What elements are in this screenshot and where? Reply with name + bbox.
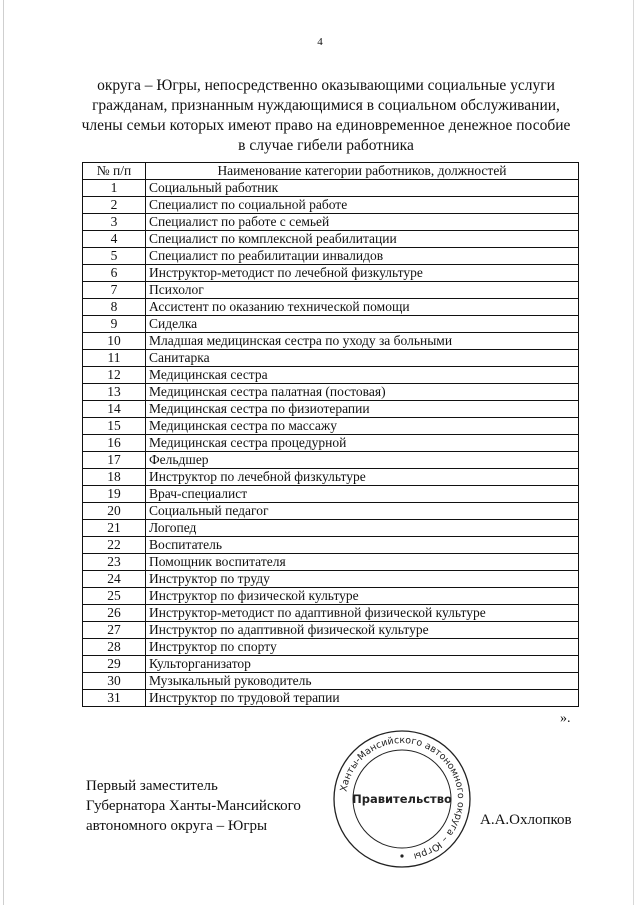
table-body <box>83 180 579 707</box>
table-row <box>83 248 579 265</box>
row-category-name: Специалист по комплексной реабилитации <box>146 231 579 248</box>
row-number: 11 <box>83 350 146 367</box>
row-number: 15 <box>83 418 146 435</box>
row-number: 12 <box>83 367 146 384</box>
heading-line: в случае гибели работника <box>238 137 414 154</box>
row-number: 16 <box>83 435 146 452</box>
row-number: 2 <box>83 197 146 214</box>
row-number: 13 <box>83 384 146 401</box>
row-category-name: Медицинская сестра по массажу <box>146 418 579 435</box>
row-category-name: Инструктор по труду <box>146 571 579 588</box>
table-row <box>83 588 579 605</box>
row-number: 7 <box>83 282 146 299</box>
table-row <box>83 214 579 231</box>
row-category-name: Воспитатель <box>146 537 579 554</box>
row-category-name: Ассистент по оказанию технической помощи <box>146 299 579 316</box>
signatory-title <box>86 776 301 836</box>
row-category-name: Инструктор по трудовой терапии <box>146 690 579 707</box>
row-category-name: Фельдшер <box>146 452 579 469</box>
row-number: 8 <box>83 299 146 316</box>
row-category-name: Медицинская сестра <box>146 367 579 384</box>
row-number: 28 <box>83 639 146 656</box>
table-row <box>83 690 579 707</box>
document-heading <box>70 76 582 156</box>
row-number: 21 <box>83 520 146 537</box>
row-number: 6 <box>83 265 146 282</box>
table-row <box>83 469 579 486</box>
table-row <box>83 537 579 554</box>
row-category-name: Психолог <box>146 282 579 299</box>
row-number: 10 <box>83 333 146 350</box>
signatory-title-line: Губернатора Ханты-Мансийского <box>86 798 301 814</box>
table-row <box>83 282 579 299</box>
table-row <box>83 401 579 418</box>
page-edge-right <box>633 0 634 905</box>
row-number: 4 <box>83 231 146 248</box>
table-row <box>83 520 579 537</box>
column-header-number: № п/п <box>83 163 146 180</box>
table-row <box>83 639 579 656</box>
table-row <box>83 435 579 452</box>
heading-line: округа – Югры, непосредственно оказывающими социальные услуги <box>97 77 555 94</box>
table-row <box>83 316 579 333</box>
row-number: 18 <box>83 469 146 486</box>
official-seal-stamp <box>332 724 472 874</box>
signatory-title-line: автономного округа – Югры <box>86 818 268 834</box>
row-number: 23 <box>83 554 146 571</box>
column-header-name: Наименование категории работников, должностей <box>146 163 579 180</box>
row-number: 3 <box>83 214 146 231</box>
table-row <box>83 350 579 367</box>
page-edge-left <box>3 0 4 905</box>
row-category-name: Специалист по работе с семьей <box>146 214 579 231</box>
row-number: 26 <box>83 605 146 622</box>
table-row <box>83 452 579 469</box>
table-row <box>83 367 579 384</box>
row-category-name: Специалист по реабилитации инвалидов <box>146 248 579 265</box>
row-number: 17 <box>83 452 146 469</box>
row-number: 25 <box>83 588 146 605</box>
closing-quote-mark: ». <box>560 711 571 726</box>
row-number: 22 <box>83 537 146 554</box>
table-row <box>83 265 579 282</box>
row-category-name: Инструктор-методист по лечебной физкультуре <box>146 265 579 282</box>
row-category-name: Санитарка <box>146 350 579 367</box>
table-row <box>83 571 579 588</box>
row-number: 9 <box>83 316 146 333</box>
row-number: 29 <box>83 656 146 673</box>
table-row <box>83 180 579 197</box>
row-number: 24 <box>83 571 146 588</box>
table-row <box>83 231 579 248</box>
row-category-name: Помощник воспитателя <box>146 554 579 571</box>
row-category-name: Логопед <box>146 520 579 537</box>
row-category-name: Специалист по социальной работе <box>146 197 579 214</box>
row-number: 1 <box>83 180 146 197</box>
row-number: 19 <box>83 486 146 503</box>
row-category-name: Младшая медицинская сестра по уходу за больными <box>146 333 579 350</box>
table-row <box>83 605 579 622</box>
table-row <box>83 418 579 435</box>
table-row <box>83 486 579 503</box>
row-number: 5 <box>83 248 146 265</box>
row-category-name: Культорганизатор <box>146 656 579 673</box>
table-row <box>83 503 579 520</box>
row-category-name: Медицинская сестра процедурной <box>146 435 579 452</box>
table-row <box>83 384 579 401</box>
row-category-name: Медицинская сестра по физиотерапии <box>146 401 579 418</box>
heading-line: гражданам, признанным нуждающимися в социальном обслуживании, <box>92 97 560 114</box>
seal-dot <box>400 854 403 857</box>
row-category-name: Музыкальный руководитель <box>146 673 579 690</box>
table-row <box>83 333 579 350</box>
signatory-name: А.А.Охлопков <box>480 812 572 828</box>
seal-center-text: Правительство <box>352 792 452 806</box>
row-category-name: Врач-специалист <box>146 486 579 503</box>
row-number: 20 <box>83 503 146 520</box>
table-header-row <box>83 163 579 180</box>
row-number: 14 <box>83 401 146 418</box>
table-row <box>83 197 579 214</box>
row-category-name: Социальный работник <box>146 180 579 197</box>
table-row <box>83 622 579 639</box>
table-row <box>83 673 579 690</box>
signatory-title-line: Первый заместитель <box>86 778 218 794</box>
row-category-name: Медицинская сестра палатная (постовая) <box>146 384 579 401</box>
page-number: 4 <box>317 36 323 48</box>
heading-line: члены семьи которых имеют право на единовременное денежное пособие <box>81 117 571 134</box>
table-row <box>83 554 579 571</box>
row-category-name: Инструктор по лечебной физкультуре <box>146 469 579 486</box>
row-category-name: Инструктор по спорту <box>146 639 579 656</box>
row-number: 31 <box>83 690 146 707</box>
table-row <box>83 656 579 673</box>
seal-ring-text: Ханты-Мансийского автономного округа – Югры <box>338 734 467 862</box>
table-row <box>83 299 579 316</box>
row-category-name: Инструктор по адаптивной физической культуре <box>146 622 579 639</box>
categories-table <box>82 162 579 707</box>
row-category-name: Инструктор-методист по адаптивной физической культуре <box>146 605 579 622</box>
row-category-name: Сиделка <box>146 316 579 333</box>
row-category-name: Инструктор по физической культуре <box>146 588 579 605</box>
row-number: 27 <box>83 622 146 639</box>
row-category-name: Социальный педагог <box>146 503 579 520</box>
row-number: 30 <box>83 673 146 690</box>
